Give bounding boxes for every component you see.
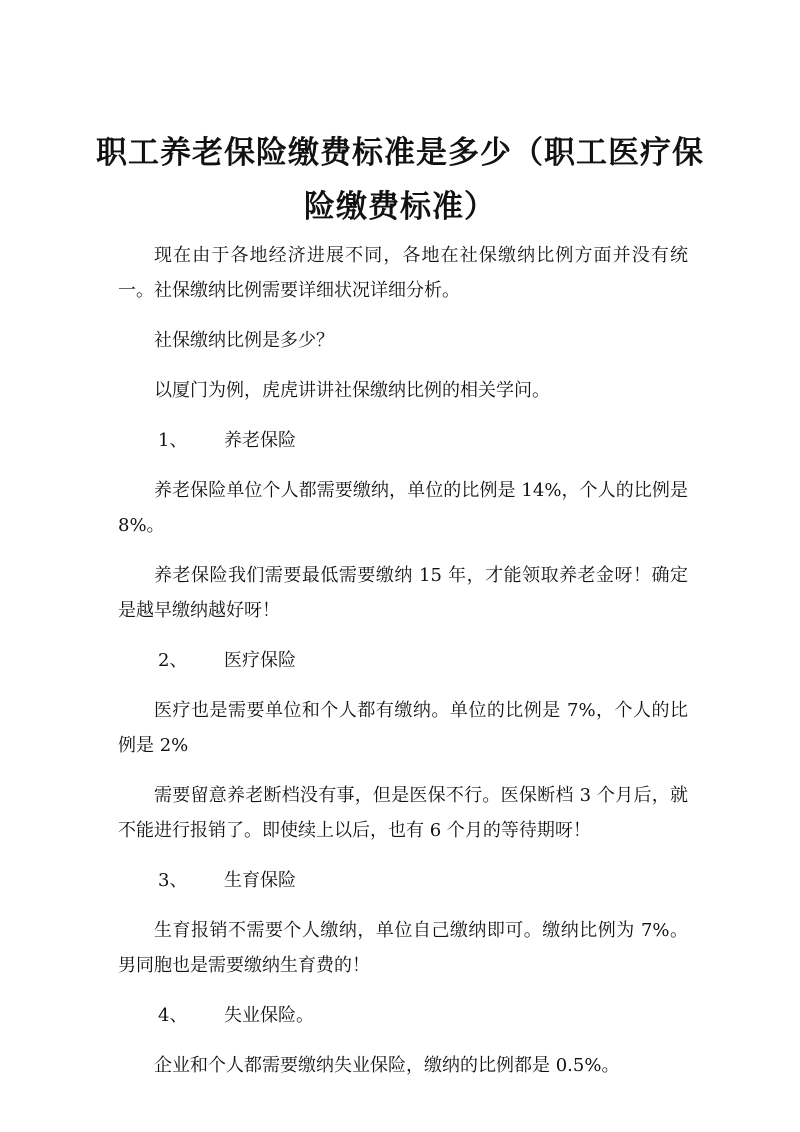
- paragraph-unemployment: 企业和个人都需要缴纳失业保险，缴纳的比例都是 0.5%。: [154, 1055, 620, 1076]
- section-heading-maternity: [118, 863, 688, 898]
- paragraph-pension-rate: 养老保险单位个人都需要缴纳，单位的比例是 14%，个人的比例是 8%。: [118, 480, 688, 536]
- section-title: 养老保险: [224, 430, 296, 451]
- title-line-1: 职工养老保险缴费标准是多少（职工医疗保: [96, 135, 704, 171]
- paragraph-medical-gap: 需要留意养老断档没有事，但是医保不行。医保断档 3 个月后，就不能进行报销了。即使续上以后，也有 6 个月的等待期呀！: [118, 785, 688, 841]
- section-title: 生育保险: [224, 870, 296, 891]
- document-body: [118, 238, 688, 1098]
- section-number: 3、: [158, 870, 188, 891]
- title-line-2: 险缴费标准）: [304, 189, 496, 225]
- paragraph-example: 以厦门为例，虎虎讲讲社保缴纳比例的相关学问。: [154, 380, 550, 401]
- paragraph-pension-years: 养老保险我们需要最低需要缴纳 15 年，才能领取养老金呀！确定是越早缴纳越好呀！: [118, 565, 688, 621]
- section-title: 医疗保险: [224, 650, 296, 671]
- section-number: 1、: [158, 430, 188, 451]
- document-title: [0, 126, 800, 234]
- section-number: 2、: [158, 650, 188, 671]
- section-heading-pension: [118, 423, 688, 458]
- paragraph-question: 社保缴纳比例是多少？: [154, 330, 334, 351]
- section-title: 失业保险。: [224, 1005, 314, 1026]
- paragraph-maternity: 生育报销不需要个人缴纳，单位自己缴纳即可。缴纳比例为 7%。男同胞也是需要缴纳生育费的！: [118, 920, 688, 976]
- section-heading-unemployment: [118, 998, 688, 1033]
- paragraph-intro: 现在由于各地经济进展不同，各地在社保缴纳比例方面并没有统一。社保缴纳比例需要详细状况详细分析。: [118, 245, 688, 301]
- section-number: 4、: [158, 1005, 188, 1026]
- section-heading-medical: [118, 643, 688, 678]
- paragraph-medical-rate: 医疗也是需要单位和个人都有缴纳。单位的比例是 7%，个人的比例是 2%: [118, 700, 688, 756]
